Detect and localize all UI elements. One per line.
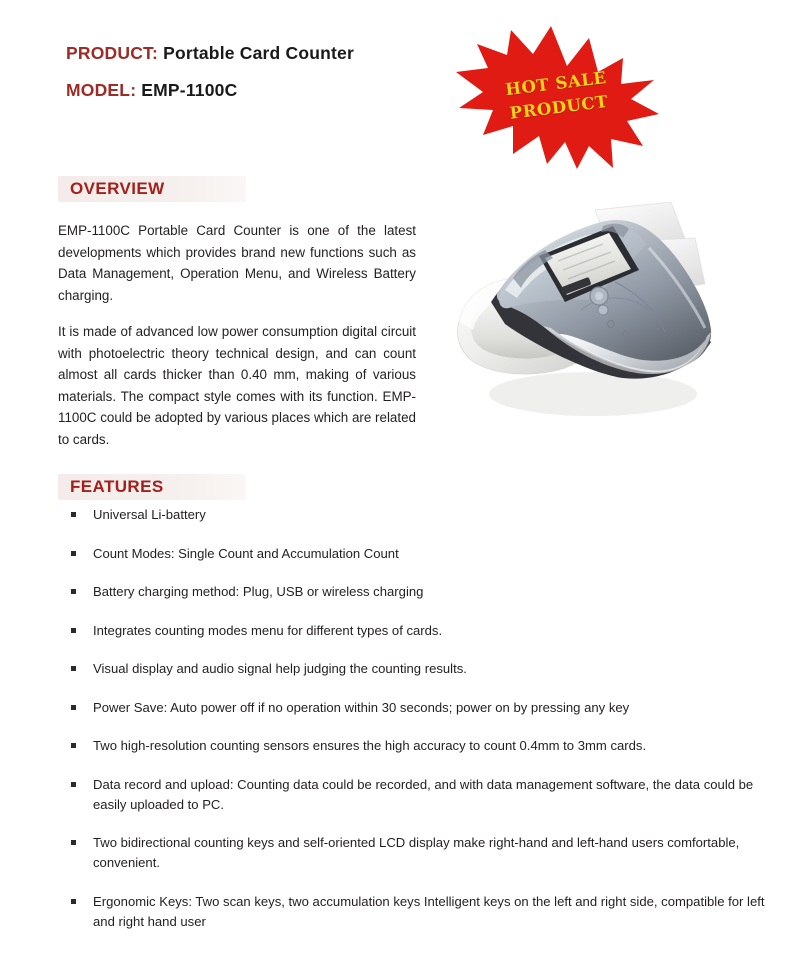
features-list xyxy=(58,505,765,950)
card-counter-device-illustration xyxy=(443,182,743,430)
model-line xyxy=(66,81,446,100)
square-bullet-icon xyxy=(71,705,76,710)
square-bullet-icon xyxy=(71,840,76,845)
square-bullet-icon xyxy=(71,589,76,594)
list-item xyxy=(58,544,748,564)
product-label: PRODUCT: xyxy=(66,43,159,63)
feature-text: Battery charging method: Plug, USB or wireless charging xyxy=(93,584,424,599)
product-value: Portable Card Counter xyxy=(163,43,354,63)
list-item xyxy=(58,505,748,525)
overview-paragraph-2: It is made of advanced low power consumption digital circuit with photoelectric theory technical design, and can count almost all cards thicker than 0.40 mm, making of various materials. The compact style comes with its function. EMP-1100C could be adopted by various places which are related to cards. xyxy=(58,324,416,447)
feature-text: Power Save: Auto power off if no operation within 30 seconds; power on by pressing any key xyxy=(93,699,630,715)
square-bullet-icon xyxy=(71,551,76,556)
badge-line-1: HOT SALE xyxy=(504,68,608,100)
overview-heading-text: OVERVIEW xyxy=(70,179,165,198)
features-section-heading xyxy=(58,474,246,500)
feature-text: Integrates counting modes menu for different types of cards. xyxy=(93,622,443,638)
square-bullet-icon xyxy=(71,628,76,633)
features-heading-text: FEATURES xyxy=(70,477,164,496)
hot-sale-starburst-badge xyxy=(455,22,660,170)
feature-text: Visual display and audio signal help judging the counting results. xyxy=(93,661,467,676)
list-item xyxy=(58,698,748,718)
feature-text: Data record and upload: Counting data could be recorded, and with data management software, the data could be easily uploaded to PC. xyxy=(93,776,754,812)
square-bullet-icon xyxy=(71,666,76,671)
product-photo xyxy=(443,182,743,430)
feature-text: Two bidirectional counting keys and self-oriented LCD display make right-hand and left-hand users comfortable, convenient. xyxy=(93,835,740,870)
feature-text: Universal Li-battery xyxy=(93,507,206,522)
list-item xyxy=(58,621,748,641)
overview-section-heading xyxy=(58,176,246,202)
feature-text: Count Modes: Single Count and Accumulation Count xyxy=(93,545,399,561)
product-header xyxy=(66,44,446,101)
square-bullet-icon xyxy=(71,899,76,904)
badge-line-2: PRODUCT xyxy=(508,91,610,123)
square-bullet-icon xyxy=(71,743,76,748)
list-item xyxy=(58,892,765,932)
model-value: EMP-1100C xyxy=(141,80,238,101)
feature-text: Two high-resolution counting sensors ensures the high accuracy to count 0.4mm to 3mm cards. xyxy=(93,738,647,753)
square-bullet-icon xyxy=(71,782,76,787)
model-label: MODEL: xyxy=(66,80,137,101)
overview-paragraph-1: EMP-1100C Portable Card Counter is one of the latest developments which provides brand new functions such as Data Management, Operation Menu, and Wireless Battery charging. xyxy=(58,223,416,303)
square-bullet-icon xyxy=(71,512,76,517)
list-item xyxy=(58,833,765,873)
list-item xyxy=(58,736,748,756)
list-item xyxy=(58,775,765,815)
list-item xyxy=(58,659,748,679)
list-item xyxy=(58,582,748,602)
starburst-icon xyxy=(455,22,660,170)
product-line xyxy=(66,44,446,63)
feature-text: Ergonomic Keys: Two scan keys, two accumulation keys Intelligent keys on the left and right side, compatible for left and right hand user xyxy=(93,893,765,929)
